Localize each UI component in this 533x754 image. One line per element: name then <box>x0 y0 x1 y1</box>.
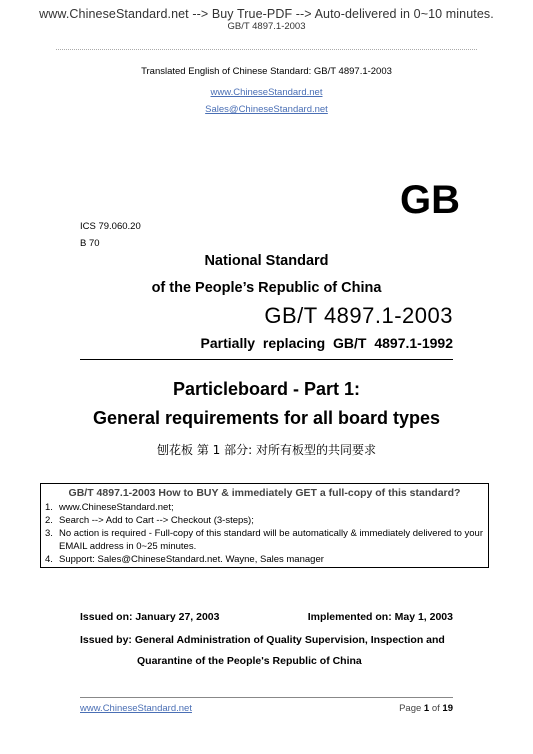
buy-steps-list <box>45 501 484 566</box>
list-item-number: 4. <box>45 554 53 565</box>
header-divider <box>56 49 477 50</box>
partially-replacing: Partially replacing GB/T 4897.1-1992 <box>200 335 453 351</box>
buy-box-title: GB/T 4897.1-2003 How to BUY & immediately GET a full-copy of this standard? <box>68 487 461 499</box>
ics-code: ICS 79.060.20 <box>80 221 141 232</box>
list-item-text: Search --> Add to Cart --> Checkout (3-steps); <box>59 515 254 526</box>
top-website-link[interactable]: www.ChineseStandard.net <box>210 87 323 98</box>
issued-by-line2: Quarantine of the People's Republic of China <box>137 655 362 667</box>
list-item-number: 1. <box>45 502 53 513</box>
header-banner: www.ChineseStandard.net --> Buy True-PDF --> Auto-delivered in 0~10 minutes. <box>39 7 494 21</box>
document-title-line2: General requirements for all board types <box>92 408 441 428</box>
top-email-row <box>0 99 533 117</box>
buy-info-box <box>40 483 489 568</box>
translated-line: Translated English of Chinese Standard: GB/T 4897.1-2003 <box>141 66 392 77</box>
top-website-row <box>0 82 533 100</box>
page-label: Page <box>399 703 422 714</box>
title-divider <box>80 359 453 360</box>
issued-date: Issued on: January 27, 2003 <box>80 611 220 623</box>
list-item <box>45 501 484 514</box>
list-item-number: 2. <box>45 515 53 526</box>
gb-mark: GB <box>400 178 460 222</box>
footer-website-link[interactable]: www.ChineseStandard.net <box>80 703 192 714</box>
page-current: 1 <box>423 703 430 714</box>
top-email-link[interactable]: Sales@ChineseStandard.net <box>205 104 328 115</box>
page-of: of <box>431 703 440 714</box>
national-standard-heading: National Standard <box>204 253 329 269</box>
header-standard-code: GB/T 4897.1-2003 <box>227 21 306 32</box>
list-item-text: Support: Sales@ChineseStandard.net. Wayne, Sales manager <box>59 554 324 565</box>
standard-code: GB/T 4897.1-2003 <box>264 303 453 328</box>
page-number <box>399 703 453 714</box>
list-item-number: 3. <box>45 528 53 539</box>
list-item-text: No action is required - Full-copy of this standard will be automatically & immediately delivered to your EMAIL address in 0~25 minutes. <box>59 528 483 552</box>
document-title-chinese: 刨花板 第 1 部分: 对所有板型的共同要求 <box>157 443 376 457</box>
page-total: 19 <box>442 703 453 714</box>
implemented-date: Implemented on: May 1, 2003 <box>307 611 453 623</box>
list-item-text[interactable]: www.ChineseStandard.net; <box>59 502 174 513</box>
ccs-code: B 70 <box>80 238 100 249</box>
list-item <box>45 553 484 566</box>
document-title-line1: Particleboard - Part 1: <box>172 379 361 399</box>
prc-heading: of the People’s Republic of China <box>151 280 382 296</box>
list-item <box>45 514 484 527</box>
issued-by-line1: Issued by: General Administration of Quality Supervision, Inspection and <box>80 634 445 646</box>
list-item <box>45 527 484 553</box>
footer-divider <box>80 697 453 698</box>
